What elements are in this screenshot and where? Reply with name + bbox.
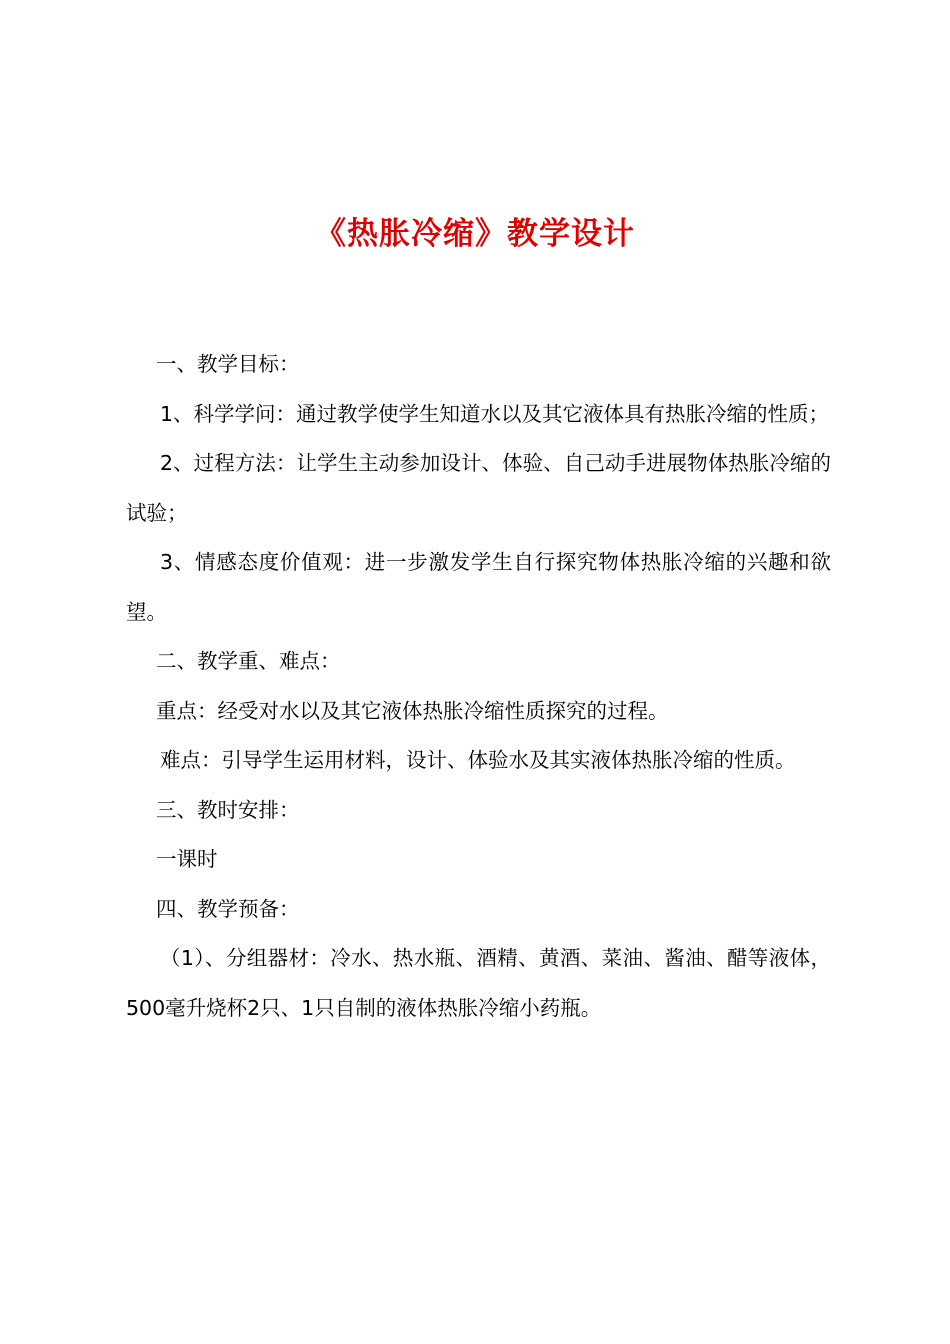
section-heading-schedule: 三、教时安排： (156, 797, 300, 822)
section-heading-key-points: 二、教学重、难点： (156, 649, 341, 673)
difficult-point: 难点：引导学生运用材料，设计、体验水及其实液体热胀冷缩的性质。 (160, 748, 796, 772)
section-heading-preparation: 四、教学预备： (156, 896, 300, 921)
preparation-materials: （1）、分组器材：冷水、热水瓶、酒精、黄酒、菜油、酱油、醋等液体，500毫升烧杯2只、1只自制的液体热胀冷缩小药瓶。 (126, 946, 831, 1020)
section-heading-objectives: 一、教学目标： (156, 352, 300, 376)
schedule-text: 一课时 (156, 847, 218, 871)
objective-knowledge: 1、科学学问：通过教学使学生知道水以及其它液体具有热胀冷缩的性质； (160, 401, 830, 426)
objective-process: 2、过程方法：让学生主动参加设计、体验、自己动手进展物体热胀冷缩的试验； (126, 451, 831, 525)
document-title: 《热胀冷缩》教学设计 (315, 216, 635, 252)
objective-attitude: 3、情感态度价值观：进一步激发学生自行探究物体热胀冷缩的兴趣和欲望。 (126, 550, 831, 624)
document-body (126, 340, 831, 1033)
key-point: 重点：经受对水以及其它液体热胀冷缩性质探究的过程。 (156, 698, 669, 723)
